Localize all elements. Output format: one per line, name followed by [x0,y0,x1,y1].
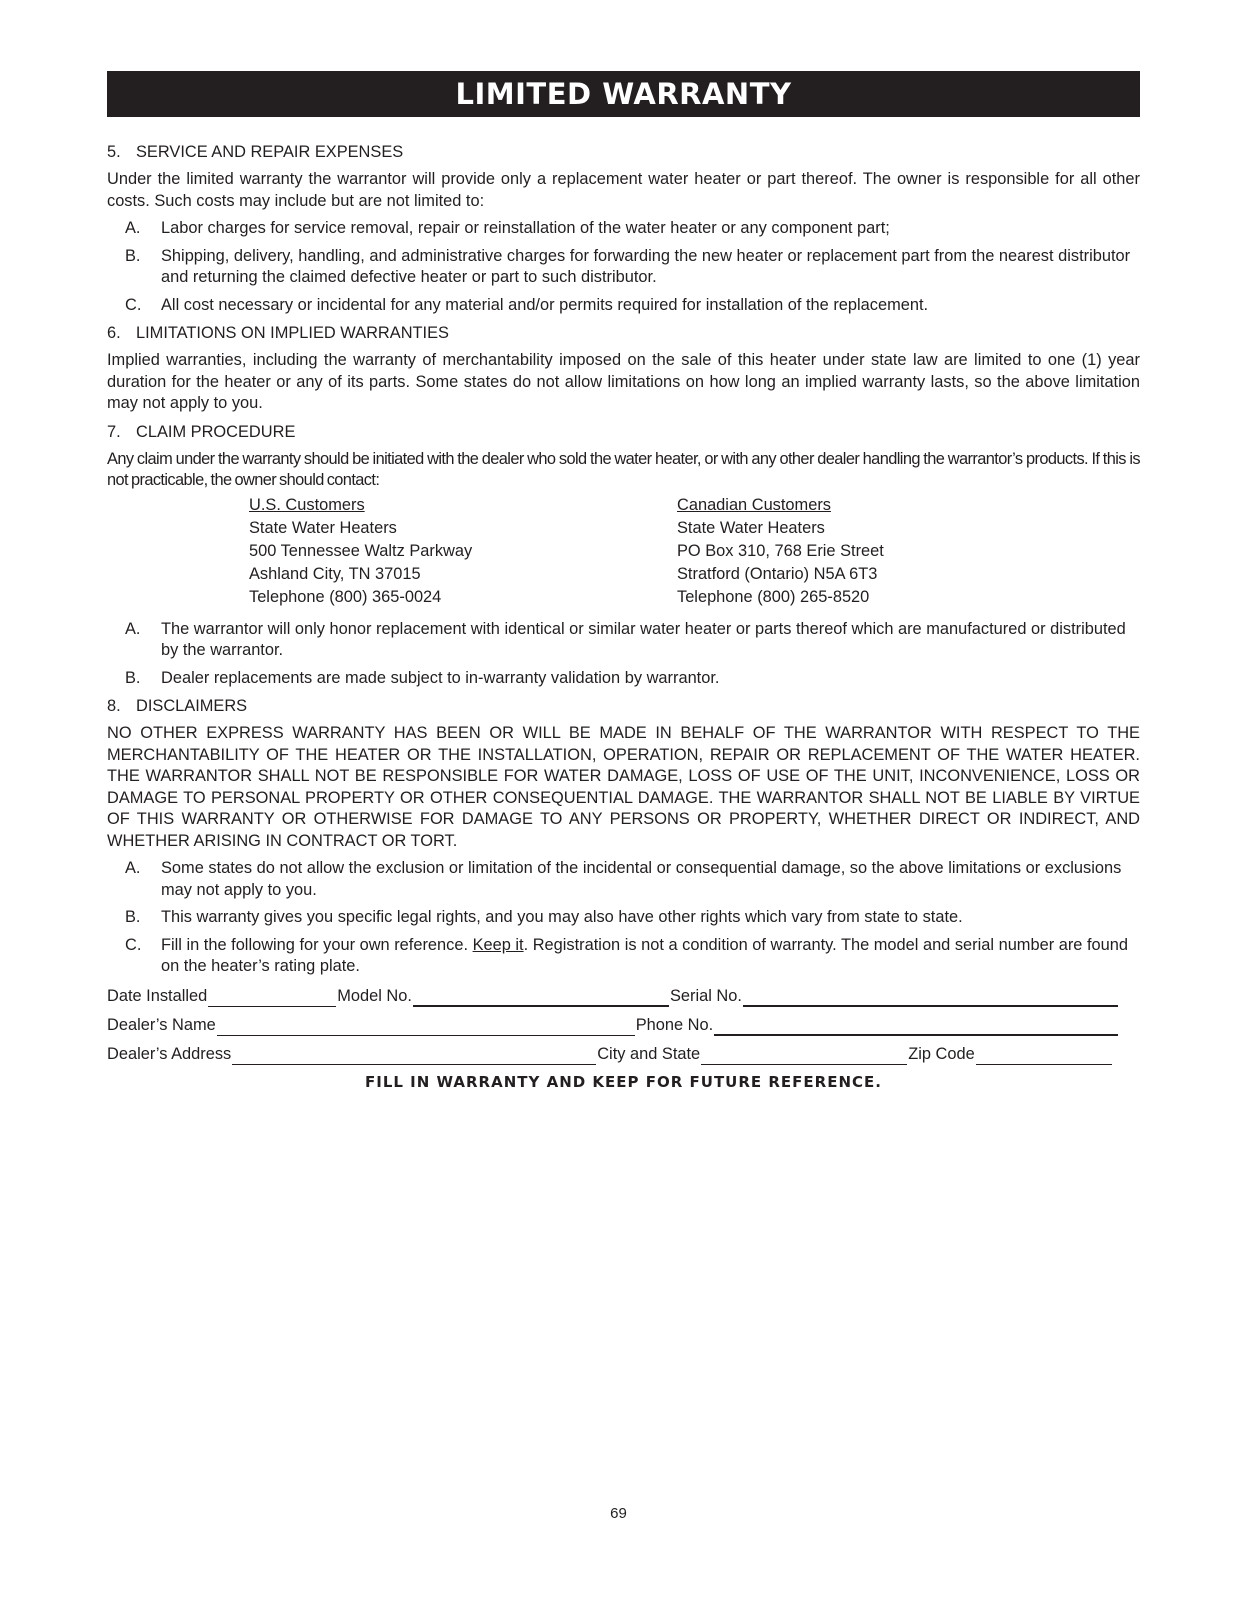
item-letter: B. [125,246,141,265]
list-item [107,295,1140,317]
section-5-heading [107,141,1140,163]
item-text-part: Fill in the following for your own reference. [161,935,473,954]
keep-it-emphasis: Keep it [472,935,524,954]
section-title: LIMITATIONS ON IMPLIED WARRANTIES [136,324,449,342]
city-state-label: City and State [597,1044,701,1063]
form-row-3 [107,1043,1140,1065]
section-number: 7. [107,422,121,441]
dealer-name-field[interactable] [217,1019,635,1036]
section-8-heading [107,695,1140,717]
section-number: 6. [107,324,121,342]
city-line: Stratford (Ontario) N5A 6T3 [677,564,878,583]
list-item [107,858,1140,901]
section-6-text: Implied warranties, including the warranty of merchantability imposed on the sale of this heater under state law are limited to one (1) year duration for the heater or any of its parts. Some states do not allow limitations on how long an implied warranty lasts, so the above limitation may not apply to you. [107,351,1140,412]
item-letter: C. [125,295,142,314]
city-line: Ashland City, TN 37015 [249,564,421,583]
us-customers [249,494,677,609]
section-5-intro: Under the limited warranty the warrantor will provide only a replacement water heater or part thereof. The owner is responsible for all other costs. Such costs may include but are not limited to: [107,170,1140,210]
company-name: State Water Heaters [677,518,825,537]
dealer-address-label: Dealer’s Address [107,1044,232,1063]
section-title: DISCLAIMERS [136,697,248,715]
item-text: The warrantor will only honor replacement with identical or similar water heater or parts thereof which are manufactured or distributed by the warrantor. [161,619,1126,659]
phone-no-label: Phone No. [635,1015,714,1034]
item-letter: A. [125,859,141,877]
dealer-address-field[interactable] [232,1048,596,1065]
section-title: SERVICE AND REPAIR EXPENSES [136,143,404,161]
phone-no-field[interactable] [714,1018,1118,1036]
list-item [107,619,1140,662]
date-installed-label: Date Installed [107,986,208,1005]
dealer-name-label: Dealer’s Name [107,1015,216,1034]
section-6-heading [107,322,1140,344]
item-letter: B. [125,668,141,687]
disclaimer-text: NO OTHER EXPRESS WARRANTY HAS BEEN OR WILL BE MADE IN BEHALF OF THE WARRANTOR WITH RESPECT TO THE MERCHANTABILITY OF THE HEATER OR THE INSTALLATION, OPERATION, REPAIR OR REPLACEMENT OF THE WATER HEATER. THE WARRANTOR SHALL NOT BE RESPONSIBLE FOR WATER DAMAGE, LOSS OF USE OF THE UNIT, INCONVENIENCE, LOSS OR DAMAGE TO PERSONAL PROPERTY OR OTHER CONSEQUENTIAL DAMAGE. THE WARRANTOR SHALL NOT BE LIABLE BY VIRTUE OF THIS WARRANTY OR OTHERWISE FOR DAMAGE TO ANY PERSONS OR PROPERTY, WHETHER DIRECT OR INDIRECT, AND WHETHER ARISING IN CONTRACT OR TORT. [107,724,1140,850]
contact-heading: Canadian Customers [677,495,831,514]
list-item [107,246,1140,289]
item-letter: A. [125,619,141,638]
item-letter: A. [125,219,141,237]
section-title: CLAIM PROCEDURE [136,422,296,441]
title-banner [107,71,1140,117]
list-item [107,218,1140,240]
warranty-page [107,71,1140,1091]
section-7-text: Any claim under the warranty should be initiated with the dealer who sold the water heater, or with any other dealer handling the warrantor’s products. If this is not practicable, the owner should contact: [107,449,1140,489]
page-title: LIMITED WARRANTY [455,77,792,111]
footer-note: FILL IN WARRANTY AND KEEP FOR FUTURE REFERENCE. [365,1072,882,1091]
canadian-customers [677,494,1105,609]
section-7-heading [107,421,1140,443]
item-text: Shipping, delivery, handling, and administrative charges for forwarding the new heater or replacement part from the nearest distributor and returning the claimed defective heater or part to such distributor. [161,246,1131,286]
section-number: 8. [107,697,121,715]
form-row-2 [107,1014,1140,1036]
contact-heading: U.S. Customers [249,495,365,514]
serial-no-label: Serial No. [669,986,742,1005]
item-text [161,935,1140,978]
item-letter: C. [125,935,142,954]
phone-line: Telephone (800) 265-8520 [677,587,870,606]
model-no-field[interactable] [413,989,669,1007]
item-text: Labor charges for service removal, repair or reinstallation of the water heater or any component part; [161,219,890,237]
contact-addresses [249,494,1140,609]
item-text: Some states do not allow the exclusion or limitation of the incidental or consequential damage, so the above limitations or exclusions may not apply to you. [161,859,1122,899]
street-address: PO Box 310, 768 Erie Street [677,541,884,560]
date-installed-field[interactable] [208,990,336,1007]
street-address: 500 Tennessee Waltz Parkway [249,541,473,560]
model-no-label: Model No. [337,986,412,1005]
form-row-1 [107,985,1140,1007]
list-item [107,668,1140,690]
page-number: 69 [610,1505,627,1522]
section-number: 5. [107,143,121,161]
item-text: All cost necessary or incidental for any material and/or permits required for installation of the replacement. [161,295,929,314]
city-state-field[interactable] [701,1048,907,1065]
list-item [107,907,1140,929]
item-letter: B. [125,908,141,926]
list-item [107,935,1140,978]
item-text: This warranty gives you specific legal rights, and you may also have other rights which vary from state to state. [161,908,963,926]
item-text-part: . Registration is not a condition of warranty. The model and serial number are found on the heater’s rating plate. [161,935,1128,975]
serial-no-field[interactable] [743,989,1118,1007]
item-text: Dealer replacements are made subject to in-warranty validation by warrantor. [161,668,720,687]
phone-line: Telephone (800) 365-0024 [249,587,442,606]
company-name: State Water Heaters [249,518,397,537]
zip-code-label: Zip Code [908,1044,975,1063]
zip-code-field[interactable] [976,1048,1112,1065]
